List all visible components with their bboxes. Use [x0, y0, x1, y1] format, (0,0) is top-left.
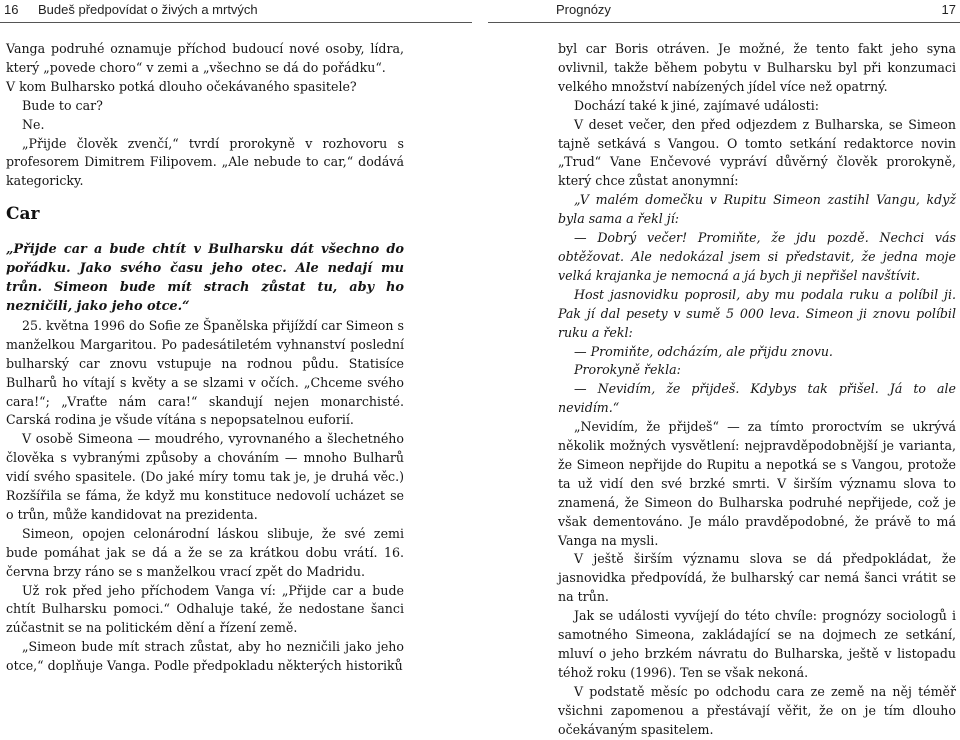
section-heading: Car — [6, 204, 40, 225]
paragraph: Host jasnovidku poprosil, aby mu podala ruku a políbil ji. Pak jí dal pesety v sumě 5 000 leva. Simeon ji znovu políbil ruku a řekl: — [558, 286, 956, 340]
pull-quote: „Přijde car a bude chtít v Bulharsku dát všechno do pořádku. Jako svého času jeho otec. Ale nedají mu trůn. Simeon bude mít strach zůstat tu, aby ho nezničili, jako jeho otce.“ — [6, 242, 404, 314]
paragraph: 25. května 1996 do Sofie ze Španělska přijíždí car Simeon s manželkou Margaritou. Po padesátiletém vyhnanství poslední bulharský car znovu vstupuje na rodnou půdu. Statisíce Bulharů ho vítají s květy a se slzami v očích. „Chceme svého cara!“; „Vraťte nám cara!“ skandují nejen monarchisté. Carská rodina je všude vítána s nepopsatelnou euforií. — [6, 317, 404, 428]
paragraph: Dochází také k jiné, zajímavé události: — [574, 97, 819, 113]
running-header-right — [488, 0, 960, 23]
paragraph: Už rok před jeho příchodem Vanga ví: „Přijde car a bude chtít Bulharsku pomoci.“ Odhaluje také, že nedostane šanci zúčastnit se na politickém dění a řízení země. — [6, 582, 404, 636]
paragraph: V podstatě měsíc po odchodu cara ze země na něj téměř všichni zapomenou a přestávají věřit, že on je tím dlouho očekávaným spasitelem. — [558, 683, 956, 737]
paragraph: Simeon, opojen celonárodní láskou slibuje, že své zemi bude pomáhat jak se dá a že se za krátkou dobu vrátí. 16. června brzy ráno se s manželkou vrací zpět do Madridu. — [6, 525, 404, 579]
page-number: 17 — [941, 2, 956, 17]
paragraph: V deset večer, den před odjezdem z Bulharska, se Simeon tajně setkává s Vangou. O tomto setkání redaktorce novin „Trud“ Vane Enčevové vypráví důvěrný člověk prorokyně, který chce zůstat anonymní: — [558, 116, 956, 189]
paragraph: Jak se události vyvíjejí do této chvíle: prognózy sociologů i samotného Simeona, zakládající se na dojmech ze setkání, mluví o jeho brzkém návratu do Bulharska, ještě v listopadu téhož roku (1996). Ten se však nekoná. — [558, 608, 956, 680]
paragraph: Ne. — [22, 116, 45, 132]
paragraph: byl car Boris otráven. Je možné, že tento fakt jeho syna ovlivnil, takže během pobytu v Bulharsku byl při konzumaci velkého množství nabízených jídel více než opatrný. — [558, 41, 956, 94]
paragraph: Vanga podruhé oznamuje příchod budoucí nové osoby, lídra, který „povede choro“ v zemi a „všechno se dá do pořádku“. — [6, 41, 404, 75]
left-page — [0, 0, 472, 674]
paragraph: V osobě Simeona — moudrého, vyrovnaného a šlechetného člověka s vybranými způsoby a chováním — mnoho Bulharů vidí svého spasitele. (Do jaké míry tomu tak je, je druhá věc.) Rozšířila se fáma, že když mu konstituce nedovolí ucházet se o trůn, může kandidovat na prezidenta. — [6, 431, 404, 522]
paragraph: — Promiňte, odcházím, ale přijdu znovu. — [574, 343, 833, 359]
paragraph: — Dobrý večer! Promiňte, že jdu pozdě. Nechci vás obtěžovat. Ale nedokázal jsem si představit, že jedna moje velká krajanka je nemocná a já bych ji nepřišel navštívit. — [558, 230, 956, 283]
paragraph: Prorokyně řekla: — [574, 362, 681, 378]
paragraph: Bude to car? — [22, 97, 103, 113]
paragraph: „Přijde člověk zvenčí,“ tvrdí prorokyně v rozhovoru s profesorem Dimitrem Filipovem. „Ale nebude to car,“ dodává kategoricky. — [6, 135, 404, 189]
paragraph: V ještě širším významu slova se dá předpokládat, že jasnovidka předpovídá, že bulharský car nemá šanci vrátit se na trůn. — [558, 551, 956, 605]
left-page-body — [6, 40, 404, 676]
right-page-body — [558, 40, 956, 740]
paragraph: „Nevidím, že přijdeš“ — za tímto proroctvím se ukrývá několik možných vysvětlení: nejpravděpodobnější je varianta, že Simeon nepřijde do Rupitu a nepotká se s Vangou, protože ta už vidí den své brzké smrti. V širším významu slova to znamená, že Simeon do Bulharska podruhé nepřijede, což je však dementováno. Je málo pravděpodobné, že právě to má Vanga na mysli. — [558, 419, 956, 548]
running-header-left — [0, 0, 472, 23]
paragraph: „V malém domečku v Rupitu Simeon zastihl Vangu, když byla sama a řekl jí: — [558, 192, 956, 227]
running-title: Prognózy — [556, 2, 611, 17]
page-number: 16 — [4, 2, 19, 17]
paragraph: V kom Bulharsko potká dlouho očekávaného spasitele? — [6, 78, 357, 94]
paragraph: — Nevidím, že přijdeš. Kdybys tak přišel. Já to ale nevidím.“ — [558, 381, 956, 416]
paragraph: „Simeon bude mít strach zůstat, aby ho nezničili jako jeho otce,“ doplňuje Vanga. Podle předpokladu některých historiků — [6, 639, 404, 674]
right-page — [488, 0, 960, 737]
running-title: Budeš předpovídat o živých a mrtvých — [38, 2, 258, 17]
